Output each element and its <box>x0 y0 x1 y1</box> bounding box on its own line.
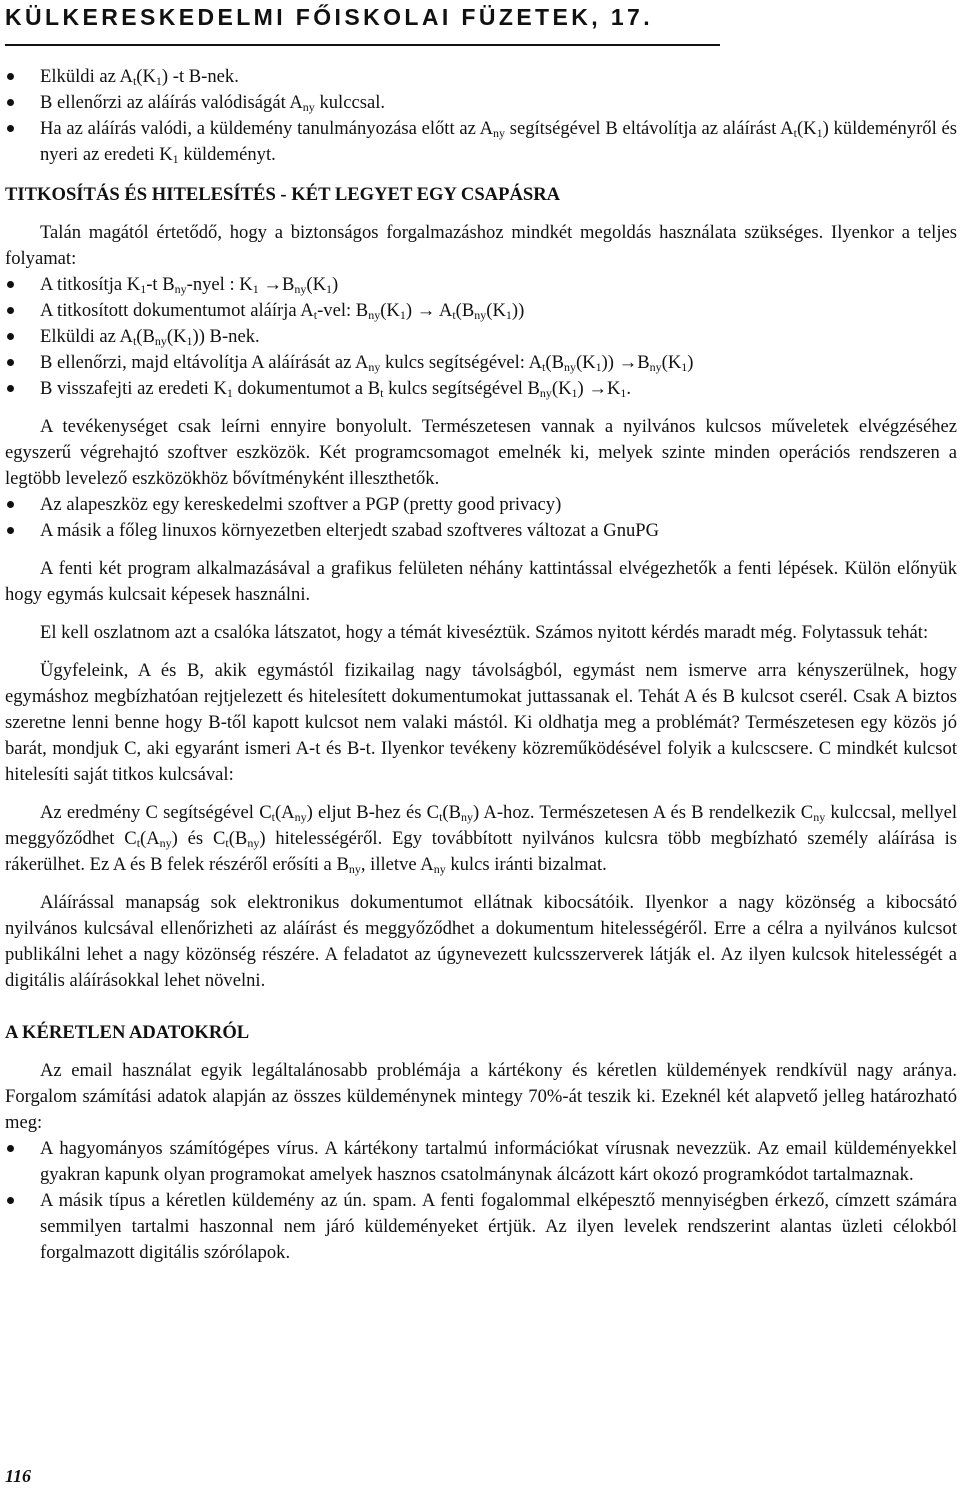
tool-item: A másik a főleg linuxos környezetben elterjedt szabad szoftveres változat a GnuPG <box>5 518 957 544</box>
top-bullet-list <box>5 64 957 168</box>
threat-type-list <box>5 1136 957 1266</box>
process-step: A titkosított dokumentumot aláírja $A_t$-vel: $B_{ny}(K_1) \to A_t(B_{ny}(K_1))$ <box>5 298 957 324</box>
list-item: Elküldi az $A_t(K_1)$ -t B-nek. <box>5 64 957 90</box>
process-step-list <box>5 272 957 402</box>
paragraph: Aláírással manapság sok elektronikus dokumentumot ellátnak kibocsátóik. Ilyenkor a nagy közönség a kibocsátó nyilvános kulcsával ellenőrizheti az aláírást és meggyőződhet a dokumentum hitelességéről. Erre a célra a nyilvános kulcsot publikálni lehet a nagy közönség részére. A feladatot az úgynevezett kulcsszerverek látják el. Az ilyen kulcsok hitelességét a digitális aláírásokkal lehet növelni. <box>5 892 957 991</box>
list-item: Ha az aláírás valódi, a küldemény tanulmányozása előtt az $A_{ny}$ segítségével B eltávolítja az aláírást $A_t(K_1)$ küldeményről és nyeri az eredeti $K_1$ küldeményt. <box>5 116 957 168</box>
process-step: Elküldi az $A_t(B_{ny}(K_1))$ B-nek. <box>5 324 957 350</box>
paragraph: Talán magától értetődő, hogy a biztonságos forgalmazáshoz mindkét megoldás használata szükséges. Ilyenkor a teljes folyamat: <box>5 222 957 269</box>
process-step: A titkosítja $K_1-t$ $B_{ny}$-nyel : $K_1 \to B_{ny}(K_1)$ <box>5 272 957 298</box>
paragraph: El kell oszlatnom azt a csalóka látszatot, hogy a témát kiveséztük. Számos nyitott kérdés maradt még. Folytassuk tehát: <box>40 622 929 643</box>
paragraph: A fenti két program alkalmazásával a grafikus felületen néhány kattintással elvégezhetők a fenti lépések. Külön előnyük hogy egymás kulcsait képesek használni. <box>5 558 957 605</box>
page-content <box>5 64 957 1266</box>
paragraph: Az email használat egyik legáltalánosabb problémája a kártékony és kéretlen küldemények rendkívül nagy aránya. Forgalom számítási adatok alapján az összes küldeménynek mintegy 70%-át teszik ki. Ezeknél két alapvető jelleg határozható meg: <box>5 1060 957 1133</box>
process-step: B ellenőrzi, majd eltávolítja A aláírását az $A_{ny}$ kulcs segítségével: $A_t(B_{ny}(K_1)) \to B_{ny}(K_1)$ <box>5 350 957 376</box>
process-step: B visszafejti az eredeti $K_1$ dokumentumot a $B_t$ kulcs segítségével $B_{ny}(K_1) \to K_1$. <box>5 376 957 402</box>
threat-type-item: A hagyományos számítógépes vírus. A kártékony tartalmú információkat vírusnak nevezzük. Az email küldeményekkel gyakran kapunk olyan programokat amelyek hasznos csatolmánynak álcázott kárt okozó programkódot tartalmaznak. <box>5 1136 957 1188</box>
journal-header-title: KÜLKERESKEDELMI FŐISKOLAI FÜZETEK, 17. <box>5 4 654 30</box>
paragraph: A tevékenységet csak leírni ennyire bonyolult. Természetesen vannak a nyilvános kulcsos műveletek elvégzéséhez egyszerű végrehajtó szoftver eszközök. Két programcsomagot emelnék ki, melyek szinte minden operációs rendszeren a legtöbb levelező eszközökhöz bővítményként illeszthetők. <box>5 416 957 489</box>
list-item: B ellenőrzi az aláírás valódiságát $A_{ny}$ kulccsal. <box>5 90 957 116</box>
tool-item: Az alapeszköz egy kereskedelmi szoftver a PGP (pretty good privacy) <box>5 492 957 518</box>
threat-type-item: A másik típus a kéretlen küldemény az ún. spam. A fenti fogalommal elképesztő mennyiségben érkező, címzett számára semmilyen tartalmi haszonnal nem járó küldeményeket értjük. Az ilyen levelek rendszerint alantas üzleti célokból forgalmazott digitális szórólapok. <box>5 1188 957 1266</box>
section-heading-unsolicited-data: A KÉRETLEN ADATOKRÓL <box>5 1022 250 1043</box>
page-number: 116 <box>5 1466 32 1486</box>
tool-list <box>5 492 957 544</box>
paragraph: Ügyfeleink, A és B, akik egymástól fizikailag nagy távolságból, egymást nem ismerve arra kényszerülnek, hogy egymáshoz megbízhatóan rejtjelezett és hitelesített dokumentumokat juttassanak el. Tehát A és B kulcsot cserél. Csak A biztos szeretne lenni benne hogy B-től kapott kulcsot nem valaki mástól. Ki oldhatja meg a problémát? Természetesen egy közös jó barát, mondjuk C, aki egyaránt ismeri A-t és B-t. Ilyenkor tevékeny közreműködésével folyik a kulcscsere. C mindkét kulcsot hitelesíti saját titkos kulcsával: <box>5 660 957 785</box>
section-heading-encryption-authentication: TITKOSÍTÁS ÉS HITELESÍTÉS - KÉT LEGYET EGY CSAPÁSRA <box>5 184 561 205</box>
header-rule <box>5 44 720 46</box>
paragraph: Az eredmény C segítségével $C_t(A_{ny})$ eljut B-hez és $C_t(B_{ny})$ A-hoz. Természetesen A és B rendelkezik $C_{ny}$ kulccsal, mellyel meggyőződhet $C_t(A_{ny})$ és $C_t(B_{ny})$ hitelességéről. Egy továbbított nyilvános kulcsra több megbízható személy aláírása is rákerülhet. Ez A és B felek részéről erősíti a $B_{ny}$, illetve $A_{ny}$ kulcs iránti bizalmat. <box>5 802 957 876</box>
